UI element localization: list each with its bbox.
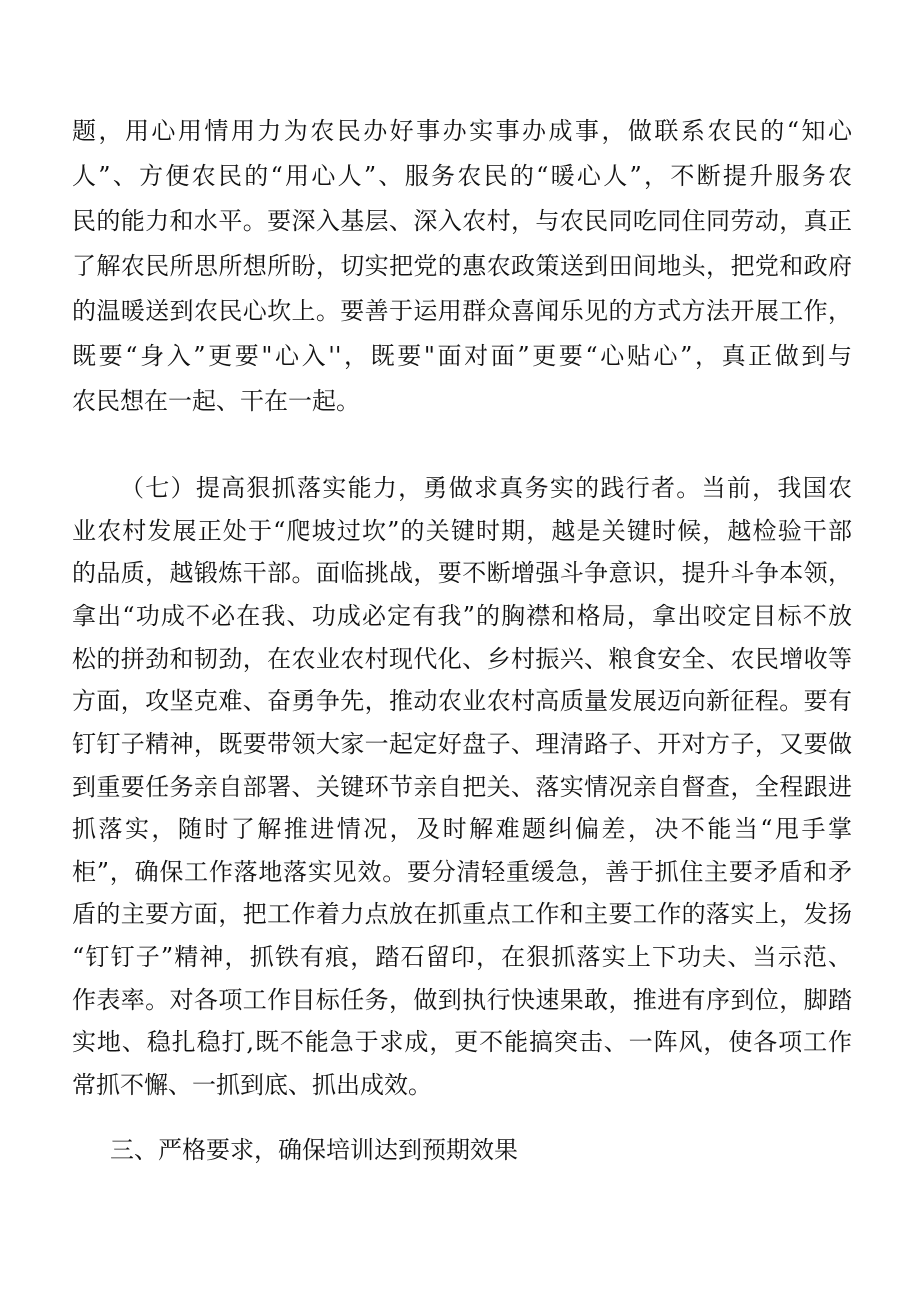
- paragraph-line: 到重要任务亲自部署、关键环节亲自把关、落实情况亲自督查，全程跟进: [72, 773, 852, 801]
- paragraph-line: 农民想在一起、干在一起。: [72, 387, 360, 415]
- paragraph-line: 的品质，越锻炼干部。面临挑战，要不断增强斗争意识，提升斗争本领，: [72, 559, 852, 587]
- paragraph-line: 题，用心用情用力为农民办好事办实事办成事，做联系农民的“知心: [72, 117, 852, 145]
- paragraph-line: 柜”，确保工作落地落实见效。要分清轻重缓急，善于抓住主要矛盾和矛: [72, 858, 852, 886]
- paragraph-line: 人”、方便农民的“用心人”、服务农民的“暖心人”，不断提升服务农: [72, 162, 852, 190]
- paragraph-line: 抓落实，随时了解推进情况，及时解难题纠偏差，决不能当“甩手掌: [72, 815, 852, 843]
- paragraph-line: 盾的主要方面，把工作着力点放在抓重点工作和主要工作的落实上，发扬: [72, 900, 852, 928]
- section-heading: 三、严格要求，确保培训达到预期效果: [110, 1136, 518, 1164]
- paragraph-line: 松的拼劲和韧劲，在农业农村现代化、乡村振兴、粮食安全、农民增收等: [72, 645, 852, 673]
- paragraph-line: （七）提高狠抓落实能力，勇做求真务实的践行者。当前，我国农: [120, 474, 852, 502]
- paragraph-line: 既要“身入”更要"心入''，既要"面对面”更要“心贴心”，真正做到与: [72, 342, 852, 370]
- paragraph-line: 业农村发展正处于“爬坡过坎”的关键时期，越是关键时候，越检验干部: [72, 517, 852, 545]
- paragraph-line: “钉钉子”精神，抓铁有痕，踏石留印，在狠抓落实上下功夫、当示范、: [72, 943, 852, 971]
- paragraph-line: 的温暖送到农民心坎上。要善于运用群众喜闻乐见的方式方法开展工作，: [72, 297, 852, 325]
- paragraph-line: 拿出“功成不必在我、功成必定有我”的胸襟和格局，拿出咬定目标不放: [72, 602, 852, 630]
- paragraph-line: 实地、稳扎稳打,既不能急于求成，更不能搞突击、一阵风，使各项工作: [72, 1028, 852, 1056]
- paragraph-line: 作表率。对各项工作目标任务，做到执行快速果敢，推进有序到位，脚踏: [72, 986, 852, 1014]
- paragraph-line: 民的能力和水平。要深入基层、深入农村，与农民同吃同住同劳动，真正: [72, 207, 852, 235]
- paragraph-line: 方面，攻坚克难、奋勇争先，推动农业农村高质量发展迈向新征程。要有: [72, 687, 852, 715]
- paragraph-line: 钉钉子精神，既要带领大家一起定好盘子、理清路子、开对方子，又要做: [72, 730, 852, 758]
- paragraph-line: 常抓不懈、一抓到底、抓出成效。: [72, 1071, 432, 1099]
- paragraph-line: 了解农民所思所想所盼，切实把党的惠农政策送到田间地头，把党和政府: [72, 252, 852, 280]
